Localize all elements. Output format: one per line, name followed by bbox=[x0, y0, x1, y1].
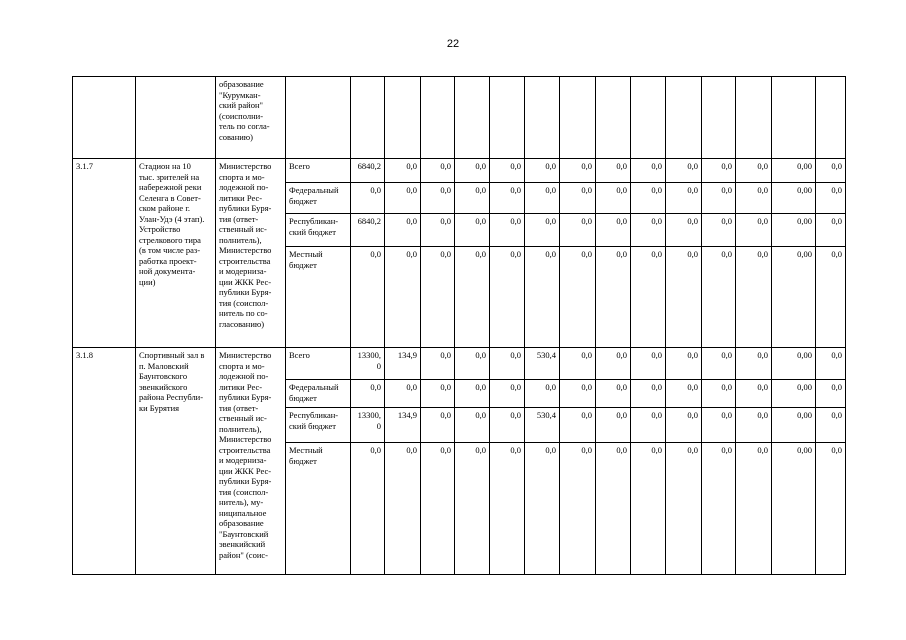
cell-empty bbox=[816, 77, 846, 159]
cell-value: 0,0 bbox=[490, 408, 525, 443]
cell-value: 0,0 bbox=[351, 247, 385, 348]
cell-value: 0,0 bbox=[455, 443, 490, 575]
cell-value: 0,0 bbox=[596, 443, 631, 575]
cell-value: 13300, 0 bbox=[351, 348, 385, 380]
cell-empty bbox=[736, 77, 772, 159]
cell-value: 0,0 bbox=[631, 247, 666, 348]
cell-name: Спортивный зал в п. Маловский Баунтовского эвенкийского района Республи- ки Бурятия bbox=[136, 348, 216, 575]
cell-value: 134,9 bbox=[385, 408, 421, 443]
page-number: 22 bbox=[446, 38, 460, 50]
cell-value: 0,0 bbox=[702, 159, 736, 183]
cell-value: 0,00 bbox=[772, 408, 816, 443]
cell-value: 0,0 bbox=[596, 408, 631, 443]
cell-value: 0,0 bbox=[421, 408, 455, 443]
cell-funding-source: Всего bbox=[286, 159, 351, 183]
budget-table bbox=[72, 76, 846, 575]
cell-empty bbox=[455, 77, 490, 159]
cell-value: 0,0 bbox=[351, 443, 385, 575]
cell-value: 0,0 bbox=[560, 380, 596, 408]
cell-value: 0,0 bbox=[666, 348, 702, 380]
cell-value: 0,00 bbox=[772, 247, 816, 348]
cell-value: 0,0 bbox=[702, 214, 736, 247]
cell-value: 0,0 bbox=[560, 214, 596, 247]
cell-value: 0,0 bbox=[596, 214, 631, 247]
cell-value: 0,0 bbox=[421, 214, 455, 247]
cell-value: 530,4 bbox=[525, 408, 560, 443]
cell-executor: Министерство спорта и мо- лодежной по- литики Рес- публики Буря- тия (ответ- ственный ис- полнитель), Министерство строительства и модерниза- ции ЖКК Рес- публики Буря- тия (соиспол- нитель по со- гласованию) bbox=[216, 159, 286, 348]
cell-executor: образование "Курумкан- ский район" (соисполни- тель по согла- сованию) bbox=[216, 77, 286, 159]
cell-value: 0,0 bbox=[702, 443, 736, 575]
cell-value: 0,0 bbox=[631, 348, 666, 380]
cell-empty bbox=[421, 77, 455, 159]
cell-value: 0,0 bbox=[385, 214, 421, 247]
cell-value: 0,0 bbox=[816, 348, 846, 380]
cell-value: 6840,2 bbox=[351, 214, 385, 247]
cell-value: 0,0 bbox=[490, 183, 525, 214]
cell-value: 0,0 bbox=[736, 247, 772, 348]
cell-value: 0,0 bbox=[666, 408, 702, 443]
cell-value: 0,0 bbox=[385, 380, 421, 408]
cell-value: 0,0 bbox=[455, 214, 490, 247]
cell-value: 0,0 bbox=[421, 247, 455, 348]
cell-value: 0,0 bbox=[455, 247, 490, 348]
cell-value: 0,0 bbox=[490, 214, 525, 247]
cell-value: 0,0 bbox=[525, 380, 560, 408]
cell-value: 0,0 bbox=[702, 380, 736, 408]
cell-value: 0,0 bbox=[525, 443, 560, 575]
cell-value: 134,9 bbox=[385, 348, 421, 380]
cell-value: 0,0 bbox=[525, 159, 560, 183]
cell-value: 0,0 bbox=[736, 380, 772, 408]
cell-value: 0,0 bbox=[631, 214, 666, 247]
cell-value: 13300, 0 bbox=[351, 408, 385, 443]
table-row-continuation bbox=[73, 77, 846, 159]
cell-value: 0,0 bbox=[421, 348, 455, 380]
cell-value: 0,0 bbox=[736, 408, 772, 443]
cell-value: 0,0 bbox=[490, 159, 525, 183]
cell-value: 0,00 bbox=[772, 443, 816, 575]
cell-value: 0,0 bbox=[596, 183, 631, 214]
cell-funding-source: Всего bbox=[286, 348, 351, 380]
cell-value: 0,0 bbox=[666, 159, 702, 183]
table-body bbox=[73, 77, 846, 575]
cell-value: 0,0 bbox=[385, 183, 421, 214]
cell-value: 0,0 bbox=[816, 183, 846, 214]
cell-funding-source: Республикан- ский бюджет bbox=[286, 408, 351, 443]
cell-value: 0,0 bbox=[560, 348, 596, 380]
cell-empty bbox=[490, 77, 525, 159]
cell-value: 0,0 bbox=[385, 247, 421, 348]
cell-value: 0,0 bbox=[525, 247, 560, 348]
cell-value: 0,0 bbox=[490, 247, 525, 348]
cell-funding-source: Федеральный бюджет bbox=[286, 380, 351, 408]
cell-value: 0,0 bbox=[385, 443, 421, 575]
cell-empty bbox=[631, 77, 666, 159]
cell-value: 0,0 bbox=[816, 214, 846, 247]
cell-value: 0,0 bbox=[421, 443, 455, 575]
cell-value: 0,0 bbox=[816, 443, 846, 575]
cell-name: Стадион на 10 тыс. зрителей на набережной реки Селенга в Совет- ском районе г. Улан-Удэ (4 этап). Устройство стрелкового тира (в том числе раз- работка проект- ной документа- ции) bbox=[136, 159, 216, 348]
cell-code-empty bbox=[73, 77, 136, 159]
cell-name-empty bbox=[136, 77, 216, 159]
cell-value: 0,0 bbox=[666, 247, 702, 348]
cell-value: 0,0 bbox=[455, 159, 490, 183]
cell-value: 0,0 bbox=[702, 183, 736, 214]
cell-value: 0,0 bbox=[421, 159, 455, 183]
cell-value: 0,0 bbox=[560, 408, 596, 443]
cell-value: 0,0 bbox=[560, 159, 596, 183]
cell-value: 0,0 bbox=[596, 247, 631, 348]
cell-value: 0,0 bbox=[455, 380, 490, 408]
cell-value: 0,0 bbox=[702, 408, 736, 443]
cell-value: 0,0 bbox=[736, 159, 772, 183]
cell-empty bbox=[596, 77, 631, 159]
cell-value: 0,0 bbox=[631, 380, 666, 408]
cell-value: 0,0 bbox=[525, 214, 560, 247]
cell-value: 0,0 bbox=[560, 183, 596, 214]
cell-empty bbox=[702, 77, 736, 159]
cell-value: 0,0 bbox=[351, 380, 385, 408]
cell-value: 0,0 bbox=[596, 380, 631, 408]
cell-funding-source: Республикан- ский бюджет bbox=[286, 214, 351, 247]
cell-value: 6840,2 bbox=[351, 159, 385, 183]
cell-value: 0,0 bbox=[666, 183, 702, 214]
table-row bbox=[73, 348, 846, 380]
cell-value: 0,0 bbox=[455, 408, 490, 443]
cell-value: 0,0 bbox=[736, 443, 772, 575]
cell-value: 0,0 bbox=[816, 380, 846, 408]
cell-value: 0,0 bbox=[736, 214, 772, 247]
cell-value: 0,0 bbox=[421, 380, 455, 408]
cell-value: 0,0 bbox=[736, 183, 772, 214]
cell-value: 0,0 bbox=[666, 214, 702, 247]
cell-value: 0,0 bbox=[816, 408, 846, 443]
cell-value: 0,0 bbox=[666, 380, 702, 408]
cell-value: 0,0 bbox=[816, 247, 846, 348]
cell-empty bbox=[525, 77, 560, 159]
cell-value: 0,00 bbox=[772, 380, 816, 408]
cell-value: 0,0 bbox=[490, 380, 525, 408]
cell-value: 0,0 bbox=[596, 159, 631, 183]
cell-value: 0,0 bbox=[702, 348, 736, 380]
cell-value: 0,0 bbox=[455, 183, 490, 214]
cell-value: 0,0 bbox=[631, 159, 666, 183]
cell-value: 0,0 bbox=[816, 159, 846, 183]
cell-value: 0,0 bbox=[351, 183, 385, 214]
cell-code: 3.1.8 bbox=[73, 348, 136, 575]
cell-value: 530,4 bbox=[525, 348, 560, 380]
cell-value: 0,00 bbox=[772, 159, 816, 183]
cell-value: 0,0 bbox=[631, 443, 666, 575]
cell-value: 0,0 bbox=[560, 443, 596, 575]
cell-funding-source: Местный бюджет bbox=[286, 247, 351, 348]
cell-code: 3.1.7 bbox=[73, 159, 136, 348]
cell-value: 0,0 bbox=[666, 443, 702, 575]
cell-value: 0,0 bbox=[455, 348, 490, 380]
cell-value: 0,0 bbox=[385, 159, 421, 183]
cell-executor: Министерство спорта и мо- лодежной по- литики Рес- публики Буря- тия (ответ- ственный ис- полнитель), Министерство строительства и модерниза- ции ЖКК Рес- публики Буря- тия (соиспол- нитель), му- ниципальное образование "Баунтовский эвенкийский район" (соис- bbox=[216, 348, 286, 575]
cell-value: 0,0 bbox=[631, 408, 666, 443]
cell-value: 0,0 bbox=[490, 443, 525, 575]
cell-value: 0,00 bbox=[772, 214, 816, 247]
cell-value: 0,0 bbox=[631, 183, 666, 214]
cell-value: 0,0 bbox=[736, 348, 772, 380]
table-row bbox=[73, 159, 846, 183]
cell-empty bbox=[351, 77, 385, 159]
cell-funding-source: Местный бюджет bbox=[286, 443, 351, 575]
cell-funding-source: Федеральный бюджет bbox=[286, 183, 351, 214]
cell-value: 0,0 bbox=[525, 183, 560, 214]
cell-empty bbox=[286, 77, 351, 159]
cell-empty bbox=[560, 77, 596, 159]
cell-value: 0,0 bbox=[596, 348, 631, 380]
cell-value: 0,00 bbox=[772, 348, 816, 380]
cell-value: 0,0 bbox=[490, 348, 525, 380]
cell-empty bbox=[772, 77, 816, 159]
cell-value: 0,0 bbox=[560, 247, 596, 348]
cell-value: 0,0 bbox=[702, 247, 736, 348]
cell-value: 0,00 bbox=[772, 183, 816, 214]
cell-value: 0,0 bbox=[421, 183, 455, 214]
cell-empty bbox=[385, 77, 421, 159]
cell-empty bbox=[666, 77, 702, 159]
